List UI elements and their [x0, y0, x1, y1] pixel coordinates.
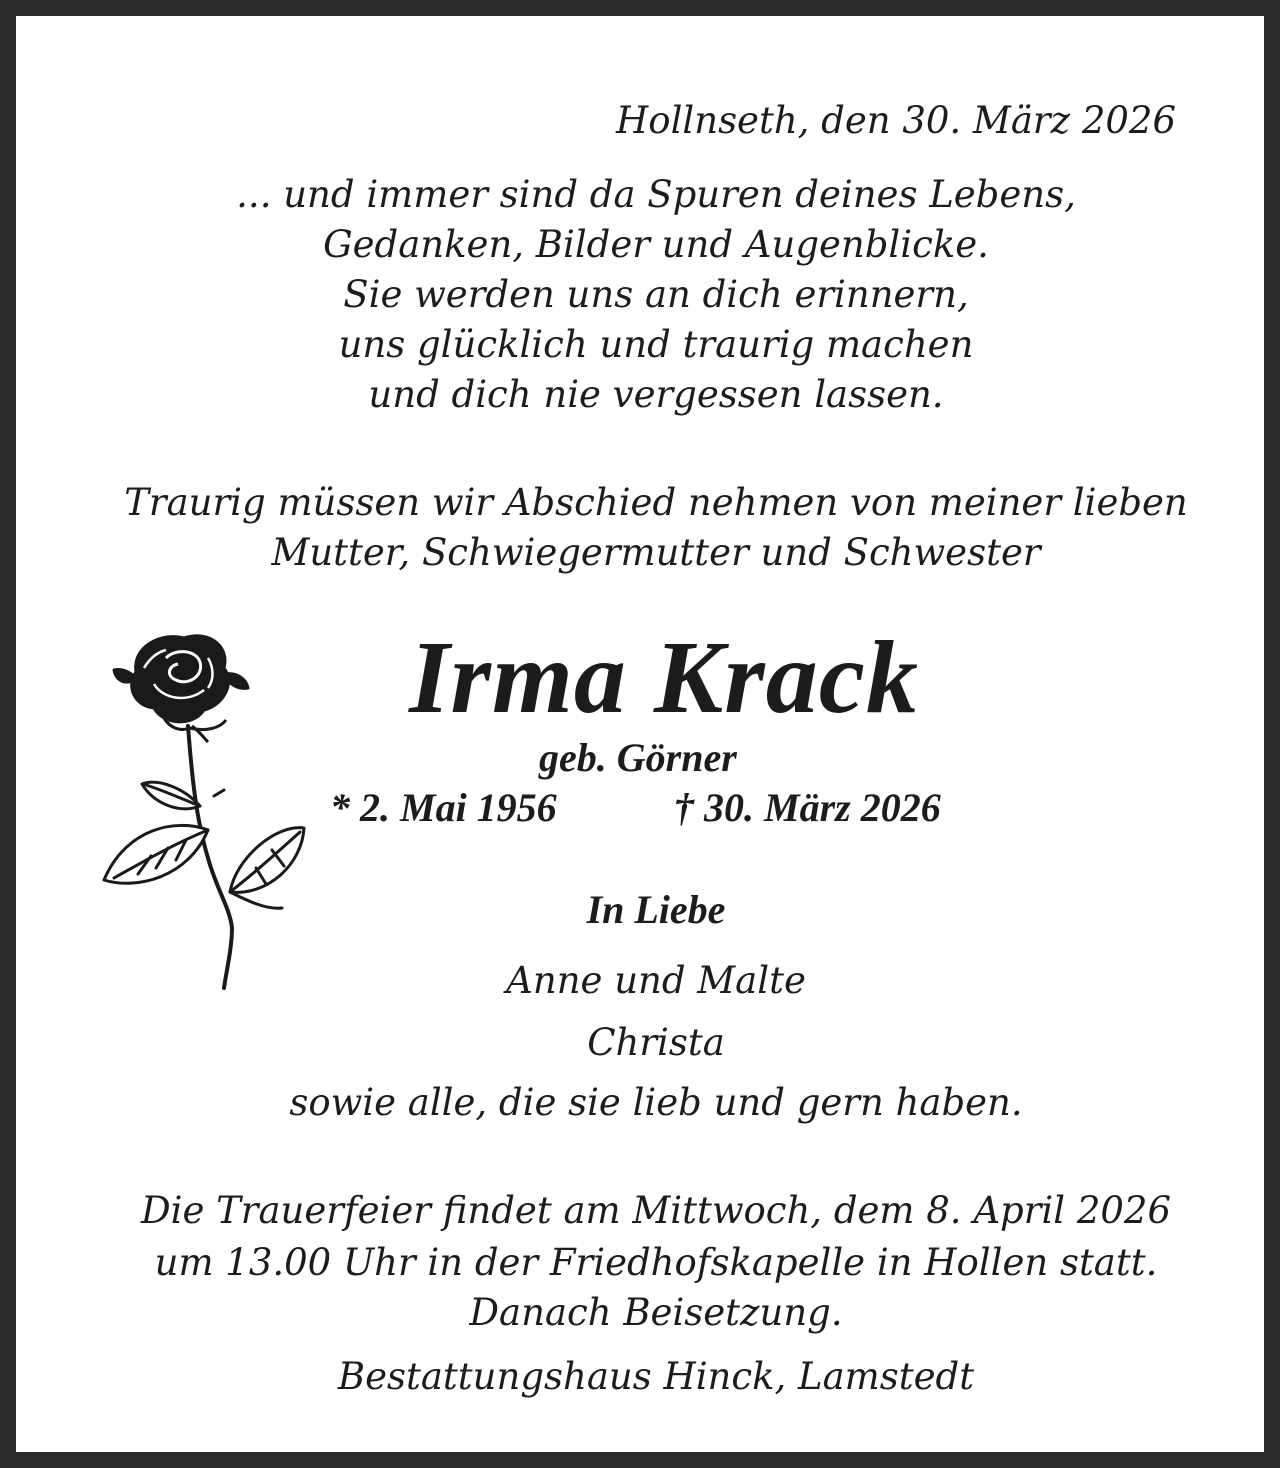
verse-line-1: ... und immer sind da Spuren deines Lebens,	[236, 173, 1076, 216]
verse-line-4: uns glücklich und traurig machen	[338, 323, 974, 366]
verse-line-5: und dich nie vergessen lassen.	[368, 373, 944, 416]
rose-illustration	[96, 628, 308, 994]
mourner-3: sowie alle, die sie lieb und gern haben.	[289, 1081, 1023, 1124]
in-love-heading: In Liebe	[586, 887, 726, 932]
verse-line-3: Sie werden uns an dich erinnern,	[343, 273, 969, 316]
verse-line-2: Gedanken, Bilder und Augenblicke.	[323, 223, 989, 266]
death-date: † 30. März 2026	[674, 785, 941, 830]
funeral-line-1: Die Trauerfeier findet am Mittwoch, dem 8. April 2026	[140, 1189, 1172, 1232]
intro-line-2: Mutter, Schwiegermutter und Schwester	[271, 531, 1041, 574]
deceased-name: Irma Krack	[409, 620, 919, 735]
mourner-2: Christa	[587, 1021, 725, 1064]
intro-line-1: Traurig müssen wir Abschied nehmen von meiner lieben	[124, 481, 1188, 524]
maiden-name: geb. Görner	[539, 735, 737, 780]
place-date: Hollnseth, den 30. März 2026	[616, 99, 1176, 142]
funeral-line-3: Danach Beisetzung.	[469, 1291, 843, 1334]
funeral-home: Bestattungshaus Hinck, Lamstedt	[337, 1355, 975, 1398]
birth-date: * 2. Mai 1956	[330, 785, 557, 830]
mourner-1: Anne und Malte	[506, 959, 806, 1002]
funeral-line-2: um 13.00 Uhr in der Friedhofskapelle in Hollen statt.	[154, 1241, 1158, 1284]
